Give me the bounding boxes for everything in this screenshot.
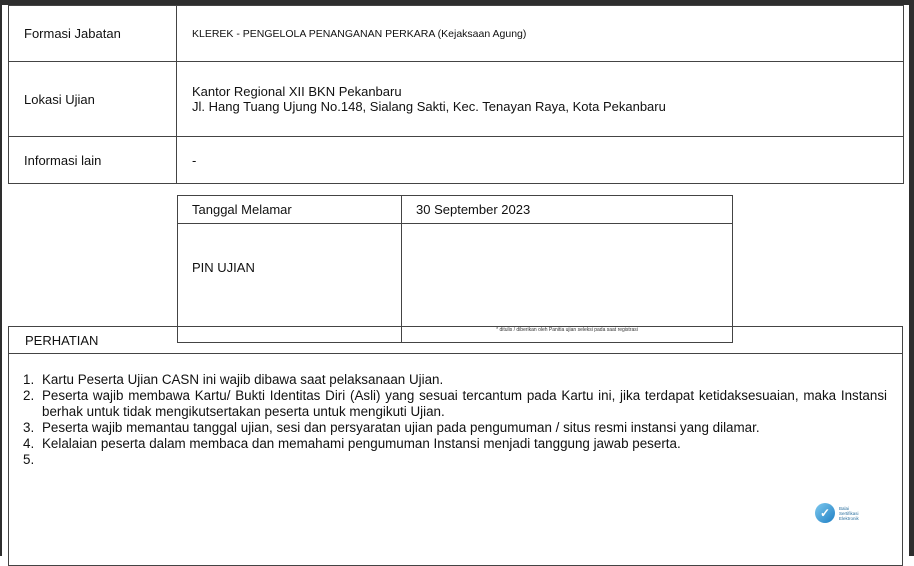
- row-formasi-jabatan: [9, 6, 904, 62]
- row-informasi-lain: [9, 137, 904, 184]
- attention-item: [23, 436, 887, 452]
- row-tanggal-melamar: [178, 196, 733, 224]
- attention-item-number: 4.: [23, 436, 35, 451]
- attention-item-number: 5.: [23, 452, 35, 467]
- attention-item: [23, 420, 887, 436]
- lokasi-ujian-office: Kantor Regional XII BKN Pekanbaru: [192, 84, 402, 99]
- lokasi-ujian-value: [177, 62, 904, 137]
- pin-ujian-label: PIN UJIAN: [178, 224, 402, 343]
- lokasi-ujian-label: Lokasi Ujian: [9, 62, 177, 137]
- bsre-logo-icon: ✓: [815, 503, 835, 523]
- tanggal-melamar-label: Tanggal Melamar: [178, 196, 402, 224]
- formasi-jabatan-label: Formasi Jabatan: [9, 6, 177, 62]
- row-lokasi-ujian: [9, 62, 904, 137]
- attention-item-number: 3.: [23, 420, 35, 435]
- viewer-left-edge: [0, 0, 2, 556]
- attention-item-text: Kartu Peserta Ujian CASN ini wajib dibawa saat pelaksanaan Ujian.: [42, 372, 444, 387]
- pin-note: * ditulis / diberikan oleh Panitia ujian seleksi pada saat registrasi: [496, 327, 638, 333]
- attention-item: [23, 388, 887, 420]
- formasi-jabatan-value: KLEREK - PENGELOLA PENANGANAN PERKARA (Kejaksaan Agung): [177, 6, 904, 62]
- attention-item-text: Kelalaian peserta dalam membaca dan memahami pengumuman Instansi menjadi tanggung jawab peserta.: [42, 436, 681, 451]
- attention-item-number: 1.: [23, 372, 35, 387]
- attention-item-text: Peserta wajib membawa Kartu/ Bukti Identitas Diri (Asli) yang sesuai tercantum pada Kartu ini, jika terdapat ketidaksesuaian, maka Instansi berhak untuk tidak mengikutsertakan peserta untuk mengikuti Ujian.: [42, 388, 887, 419]
- attention-list: [23, 372, 887, 467]
- row-pin-ujian: [178, 224, 733, 343]
- bsre-logo: [815, 503, 859, 523]
- lokasi-ujian-address: Jl. Hang Tuang Ujung No.148, Sialang Sakti, Kec. Tenayan Raya, Kota Pekanbaru: [192, 99, 666, 114]
- informasi-lain-value: -: [177, 137, 904, 184]
- attention-item-number: 2.: [23, 388, 35, 403]
- attention-item-text: Peserta wajib memantau tanggal ujian, sesi dan persyaratan ujian pada pengumuman / situs resmi instansi yang dilamar.: [42, 420, 760, 435]
- tanggal-melamar-value: 30 September 2023: [402, 196, 733, 224]
- attention-box: [8, 326, 903, 566]
- pin-box: [177, 195, 733, 343]
- informasi-lain-label: Informasi lain: [9, 137, 177, 184]
- viewer-right-edge: [909, 0, 914, 556]
- bsre-logo-text: Balai Sertifikasi Elektronik: [839, 505, 859, 521]
- exam-info-table: [8, 5, 904, 184]
- attention-title: PERHATIAN: [9, 327, 902, 354]
- pin-ujian-value: [402, 224, 733, 343]
- attention-item: [23, 372, 887, 388]
